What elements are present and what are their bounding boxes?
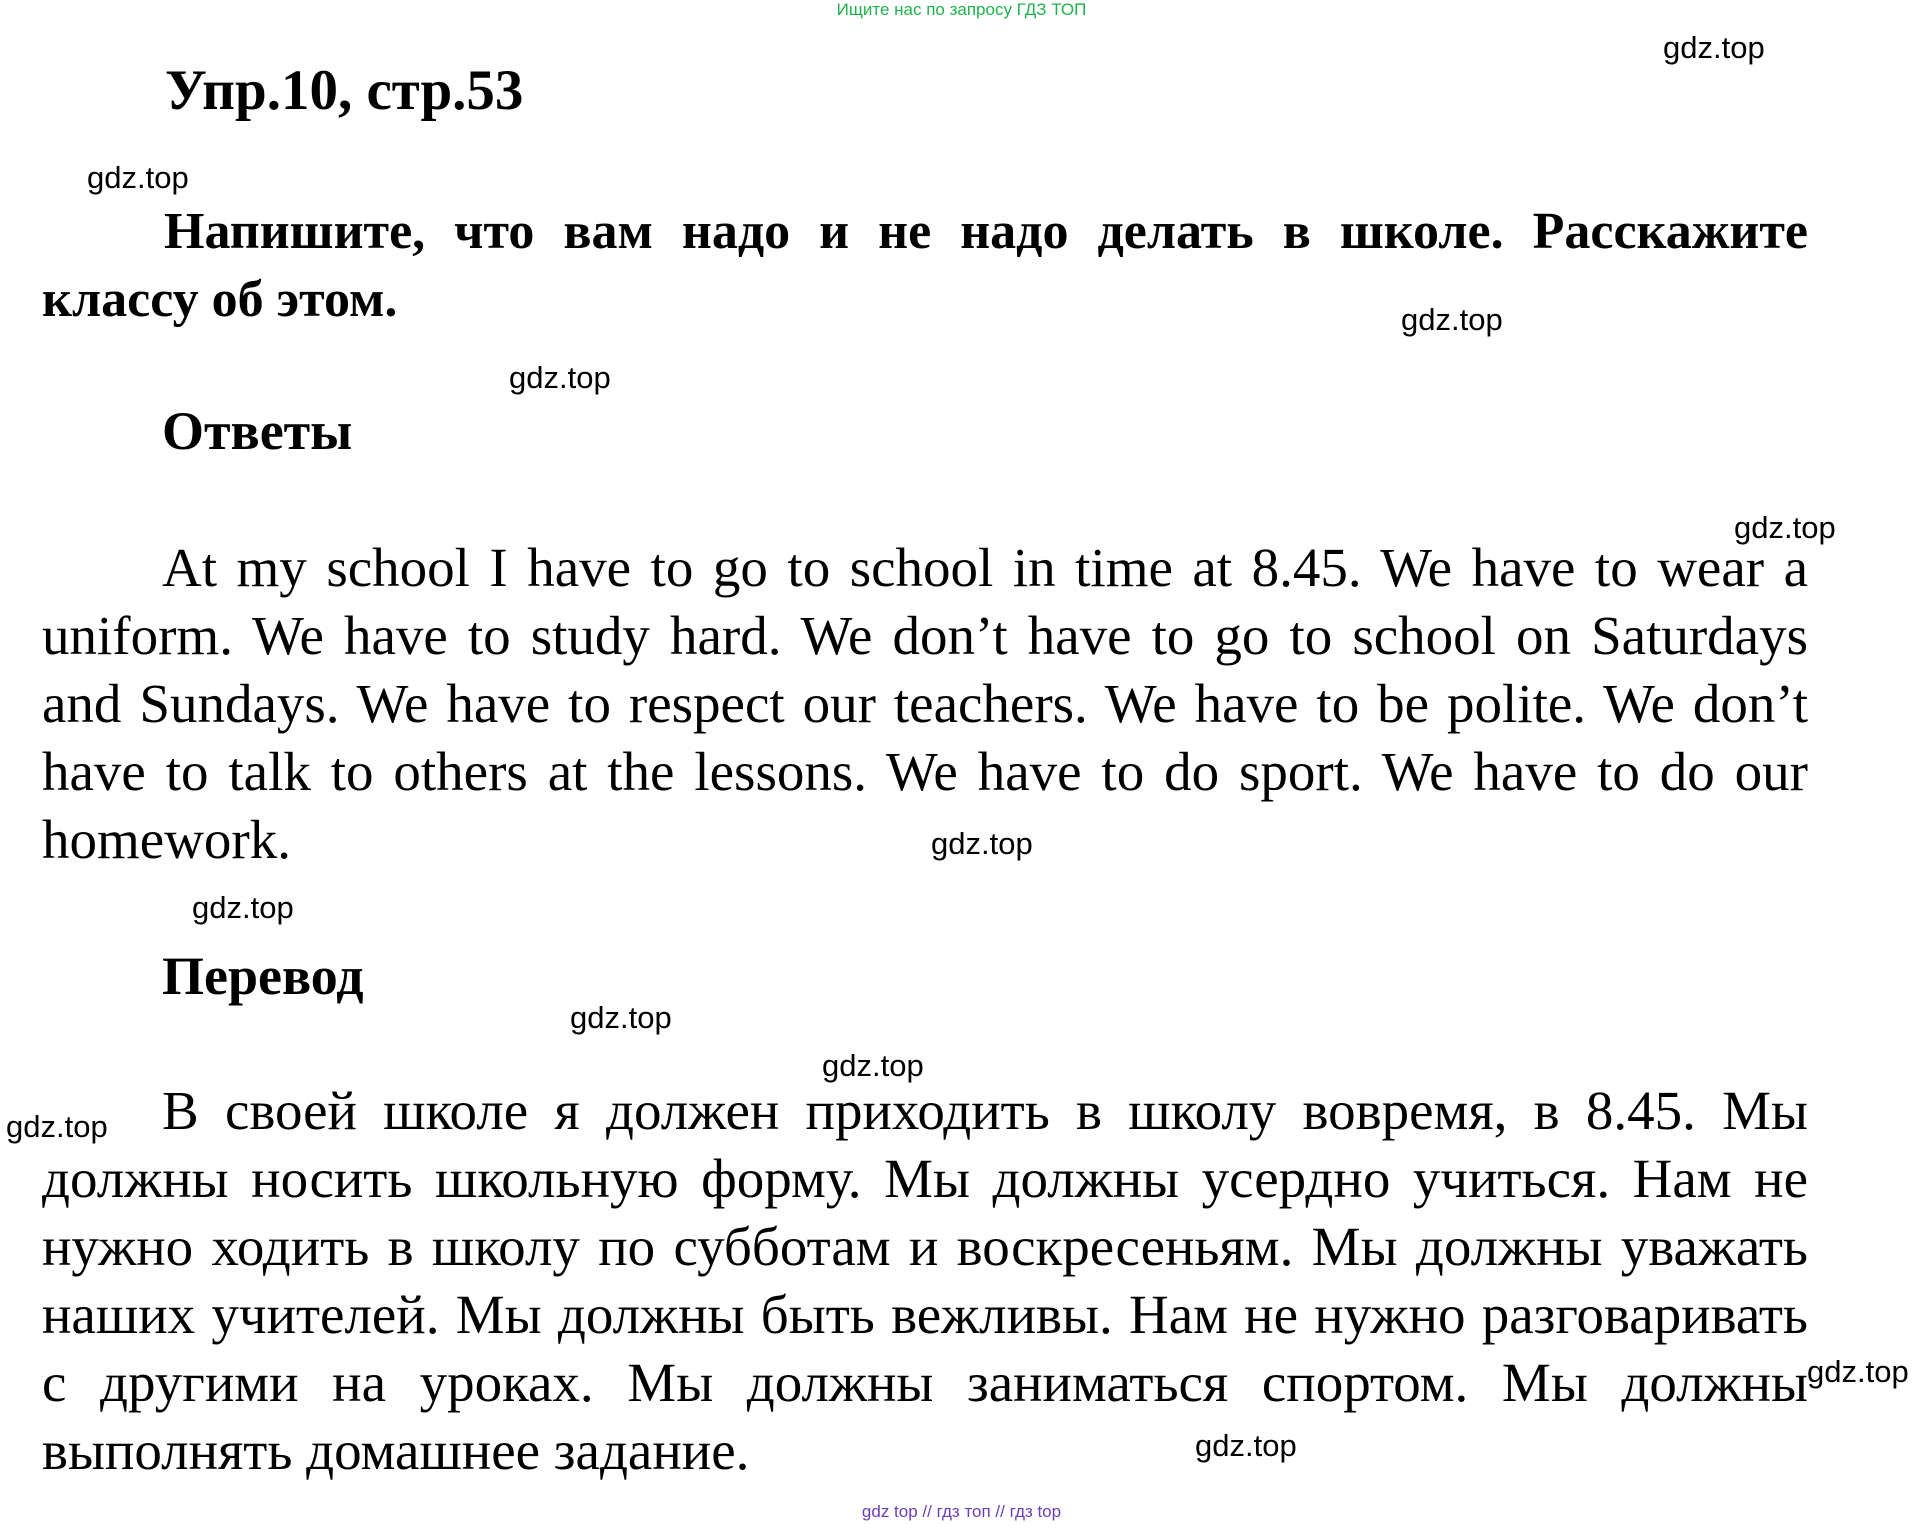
translation-heading: Перевод [162,946,364,1006]
watermark: gdz.top [822,1048,924,1083]
watermark: gdz.top [1195,1428,1297,1463]
translation-text: В своей школе я должен приходить в школу вовремя, в 8.45. Мы должны носить школьную форму. Мы должны усердно учиться. Нам не нужно ходить в школу по субботам и воскресеньям. Мы должны уважать наших учителей. Мы должны быть вежливы. Нам не нужно разговаривать с другими на уроках. Мы должны заниматься спортом. Мы должны выполнять домашнее задание. [42,1080,1808,1481]
watermark: gdz.top [192,890,294,925]
watermark: gdz.top [1734,510,1836,545]
watermark: gdz.top [6,1109,108,1144]
answers-heading: Ответы [162,401,353,461]
task-text: Напишите, что вам надо и не надо делать в школе. Расскажите классу об этом. [42,203,1808,328]
watermark: gdz.top [570,1000,672,1035]
watermark: gdz.top [509,360,611,395]
top-banner: Ищите нас по запросу ГДЗ ТОП [836,0,1087,19]
footer-banner: gdz top // гдз топ // гдз top [861,1502,1062,1521]
answer-text: At my school I have to go to school in time at 8.45. We have to wear a uniform. We have to study hard. We don’t have to go to school on Saturdays and Sundays. We have to respect our teachers. We have to be polite. We don’t have to talk to others at the lessons. We have to do sport. We have to do our homework. [42,537,1808,870]
watermark: gdz.top [1807,1354,1909,1389]
watermark: gdz.top [1663,30,1765,65]
exercise-title: Упр.10, стр.53 [165,59,524,122]
watermark: gdz.top [87,160,189,195]
watermark: gdz.top [1401,302,1503,337]
watermark: gdz.top [931,826,1033,861]
